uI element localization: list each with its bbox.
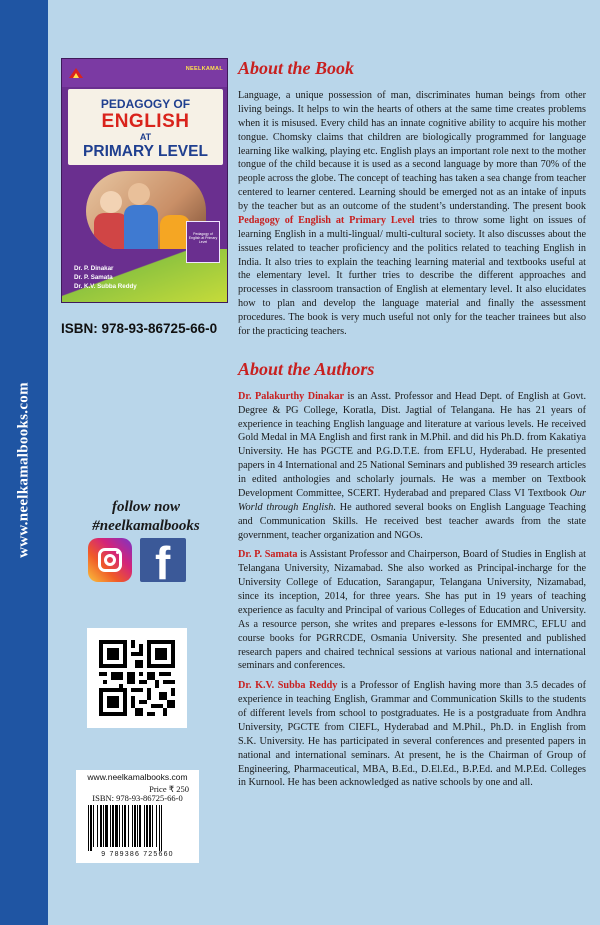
barcode-icon [86, 805, 189, 851]
cover-title-line4: PRIMARY LEVEL [83, 143, 208, 160]
barcode-number: 9 789386 725660 [101, 851, 174, 858]
about-authors-heading: About the Authors [238, 358, 375, 379]
follow-line1: follow now [112, 499, 180, 515]
qr-code[interactable] [87, 628, 187, 728]
about-book-heading: About the Book [238, 58, 355, 78]
about-book-text-2: tries to throw some light on issues of learning English in a multi-lingual/ multi-cultural society. It also discusses about the issues related to teacher proficiency and the politics related to teaching English in India. It also tries to explain the teaching learning material and textbooks useful at the elementary level. It further tries to describe the different approaches and processes in classroom transaction of English at elementary level. It also elucidates how to plan and develop the language material and finally the assessment procedures. The book is very much useful not only for the teacher trainees but also for the practicing teachers. [238, 214, 586, 337]
cover-inset-book: Pedagogy of English at Primary Level [186, 221, 220, 263]
barcode-isbn: ISBN: 978-93-86725-66-0 [92, 793, 183, 803]
spine-website: www.neelkamalbooks.com [15, 382, 32, 558]
author-bio-1-text-b: . He authored several books on English Language Teaching and Communication Skills. He received best teacher awards from the state government, teacher organization and NGOs. [238, 501, 586, 541]
author-bio-3-text: is a Professor of English having more than 3.5 decades of experience in teaching English, Grammar and Communication Skills to the students of different levels from school to postgraduates. He is a postgraduate from Andhra University, PGCTE from CIEFL, Hyderabad and M.Phil., Ph.D. in English from S.K. University. He has participated in several conferences and presented papers in national and international seminars. At present, he is the Chairman of Group of Engineering, Pharmaceutical, MBA, B.Ed., D.El.Ed., B.P.Ed. and M.P.Ed. Colleges in Kurnool. He has been acknowledged as native schools by one and all. [238, 680, 586, 789]
about-book-paragraph [238, 89, 586, 339]
cover-authors [74, 265, 137, 292]
cover-title-panel [68, 89, 223, 165]
author-name-2: Dr. P. Samata [238, 549, 298, 561]
publisher-logo-icon [68, 65, 84, 79]
cover-top-band [62, 59, 228, 87]
cover-author-2: Dr. P. Samata [74, 273, 113, 281]
follow-block [86, 498, 206, 536]
author-name-1: Dr. Palakurthy Dinakar [238, 390, 344, 402]
cover-title-line1: PEDAGOGY OF [100, 97, 191, 111]
author-bio-1-text-a: is an Asst. Professor and Head Dept. of English at Govt. Degree & PG College, Koratla, Dist. Jagtial of Telangana. He has 21 years of experience in teaching English language and literature at various levels. He received Gold Medal in MA English and first rank in M.Phil. and did his Ph.D. from Kakatiya University. He has PGCTE and P.G.D.T.E. from EFLU, Hyderabad. He presented papers in 4 International and 25 National Seminars and published 39 research articles in edited anthologies and scholarly journals. He was a member on Textbook Development Committee, SCERT. Hyderabad and prepared Class VI Textbook [238, 390, 586, 499]
facebook-icon[interactable]: f [140, 538, 186, 582]
author-bio-1 [238, 390, 586, 543]
follow-hashtag: #neelkamalbooks [92, 517, 200, 534]
about-book-title: Pedagogy of English at Primary Level [238, 214, 415, 226]
spine [0, 0, 48, 925]
qr-code-icon [99, 640, 175, 716]
book-cover [61, 58, 228, 303]
author-bio-3 [238, 679, 586, 790]
back-cover-text [238, 58, 586, 790]
about-book-text-1: Language, a unique possession of man, discriminates human beings from other living beings. It helps to win the hearts of others at the same time creates problems when it is misused. Every child has an innate cognitive ability to acquire his mother tongue. Chomsky claims that children are biologically programmed for language learning like walking, playing etc. English plays an important role next to the mother tongue of the child because it is used as a second language by more than 70% of the people across the globe. The concept of teaching has taken a sea change from teacher centered to learner centered. Learning should be emerged not as an intake of inputs by the teacher but as an outcome of the student’s understanding. The present book [238, 90, 586, 212]
author-bio-1-textbook: Our World through English [238, 487, 586, 513]
cover-publisher: NEELKAMAL [185, 66, 223, 72]
barcode-block [76, 770, 199, 863]
instagram-icon[interactable] [88, 538, 132, 582]
isbn-label: ISBN: 978-93-86725-66-0 [61, 321, 218, 336]
author-name-3: Dr. K.V. Subba Reddy [238, 680, 338, 692]
cover-title-line2: ENGLISH [101, 111, 190, 132]
cover-author-1: Dr. P. Dinakar [74, 265, 114, 272]
author-bio-2-text: is Assistant Professor and Chairperson, Board of Studies in English at Telangana University, Nizamabad. She also worked as Principal-incharge for the University College of Education, Sarangapur, Telangana University, Nizamabad, since its inception, 2014, for three years. She has put in 19 years of teaching experience as faculty and Principal of various Colleges of Education and University. As a resource person, she writes and prepares e-lessons for EMMRC, EFLU and course books for PGRRCDE, Osmania University. She presented and published research papers and chaired technical sessions at various national and international seminars and conferences. [238, 549, 586, 672]
author-bio-2 [238, 548, 586, 673]
price-label: Price ₹ 250 [149, 784, 189, 794]
barcode-website: www.neelkamalbooks.com [87, 772, 188, 782]
cover-author-3: Dr. K.V. Subba Reddy [74, 282, 137, 290]
cover-title-line3: AT [139, 132, 152, 142]
